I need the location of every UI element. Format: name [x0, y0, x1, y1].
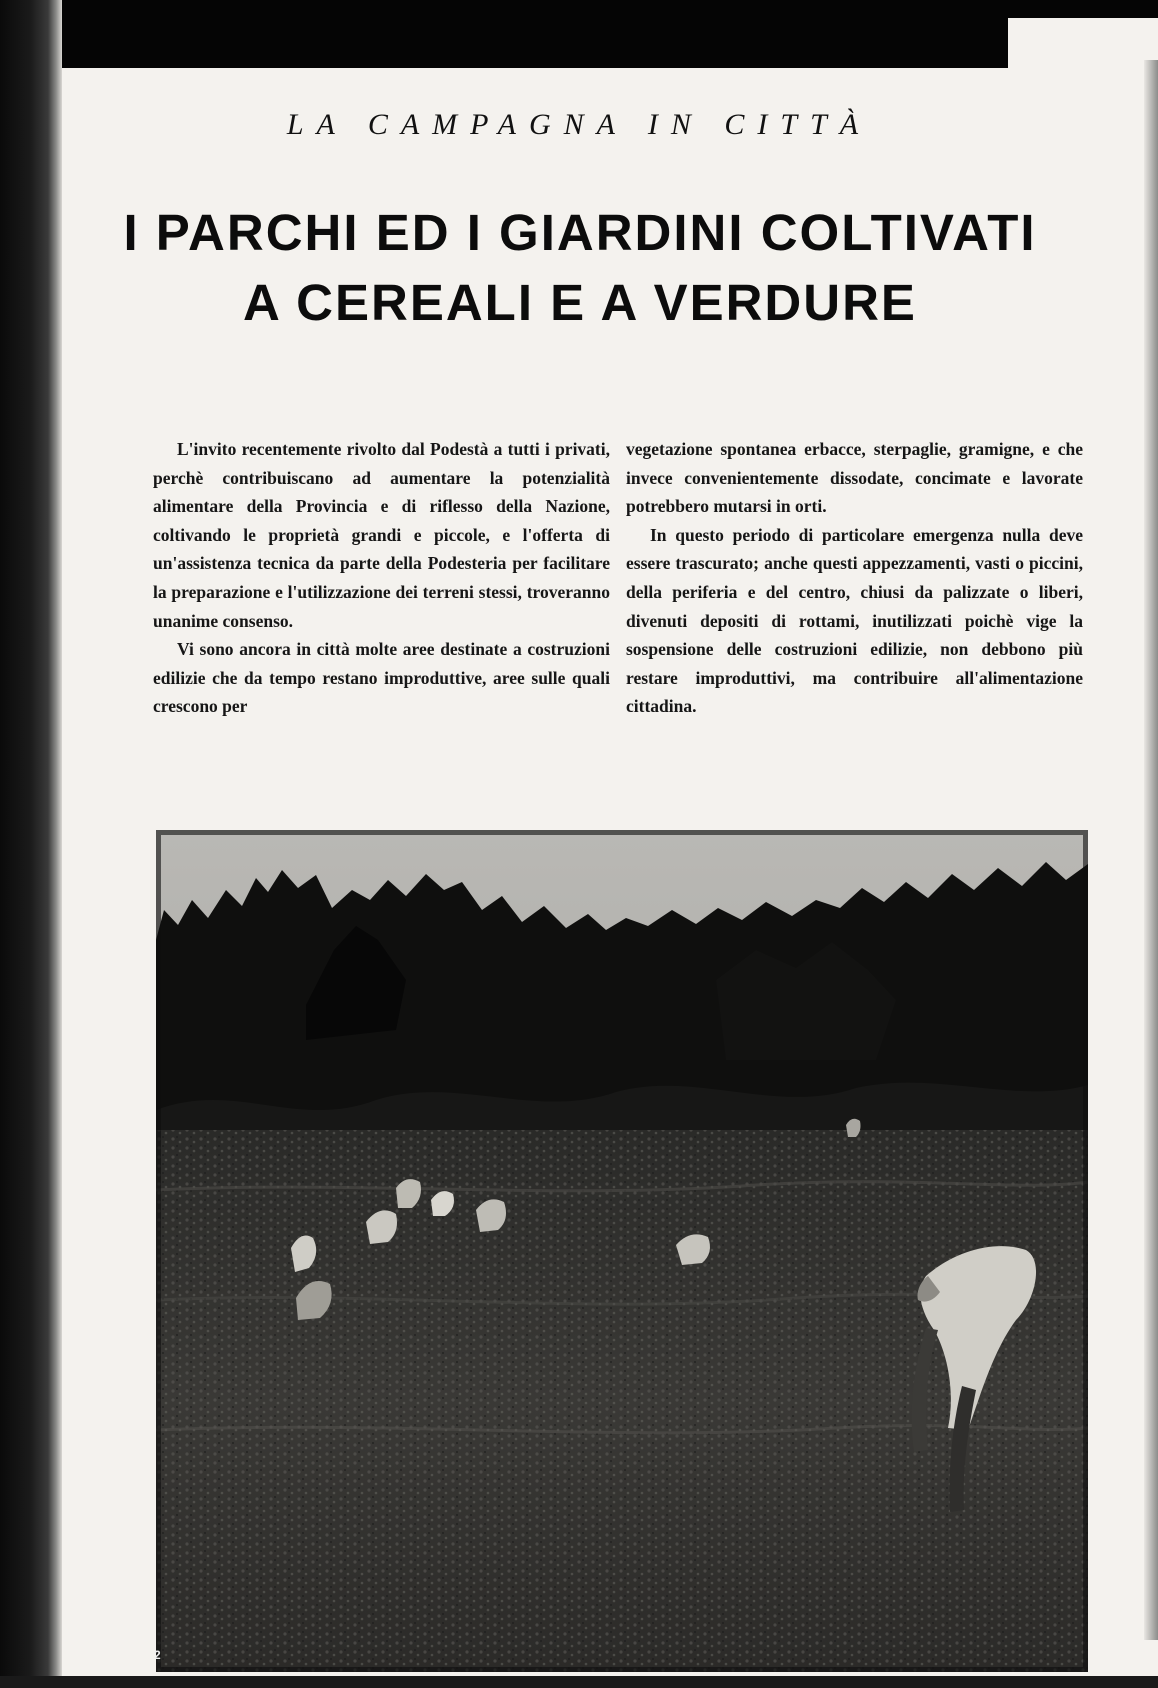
photograph-field-workers [156, 830, 1088, 1672]
field-texture [156, 1130, 1088, 1672]
paragraph-continued: vegetazione spontanea erbacce, sterpaglie, gramigne, e che invece convenientemente dissodate, concimate e lavorate potrebbero mutarsi in orti. [626, 439, 1083, 517]
page-number: 2 [154, 1648, 161, 1662]
scan-right-edge [1144, 60, 1158, 1640]
scan-binding-edge [0, 0, 62, 1688]
scan-top-notch [1008, 18, 1158, 68]
paragraph: L'invito recentemente rivolto dal Podestà a tutti i privati, perchè contribuiscano ad aumentare la potenzialità alimentare della Provincia e di riflesso della Nazione, coltivando le proprietà grandi e piccole, e l'offerta di un'assistenza tecnica da parte della Podesteria per facilitare la preparazione e l'utilizzazione dei terreni stessi, troveranno unanime consenso. [153, 439, 610, 631]
scan-bottom-edge [0, 1676, 1158, 1688]
section-kicker: LA CAMPAGNA IN CITTÀ [286, 108, 872, 141]
article-column-left [153, 435, 610, 721]
headline-line-2: A CEREALI E A VERDURE [243, 274, 917, 331]
paragraph: Vi sono ancora in città molte aree destinate a costruzioni edilizie che da tempo restano improduttive, aree sulle quali crescono per [153, 639, 610, 717]
photo-drawing [156, 830, 1088, 1672]
headline-line-1: I PARCHI ED I GIARDINI COLTIVATI [123, 204, 1037, 261]
article-column-right [626, 435, 1083, 721]
paragraph: In questo periodo di particolare emergenza nulla deve essere trascurato; anche questi appezzamenti, vasti o piccini, della periferia e del centro, chiusi da palizzate o liberi, divenuti depositi di rottami, inutilizzati poichè vige la sospensione delle costruzioni edilizie, non debbono più restare improduttivi, ma contribuire all'alimentazione cittadina. [626, 524, 1083, 717]
scan-top-border [0, 0, 1158, 68]
article-body [153, 435, 1083, 721]
article-headline [80, 198, 1080, 338]
